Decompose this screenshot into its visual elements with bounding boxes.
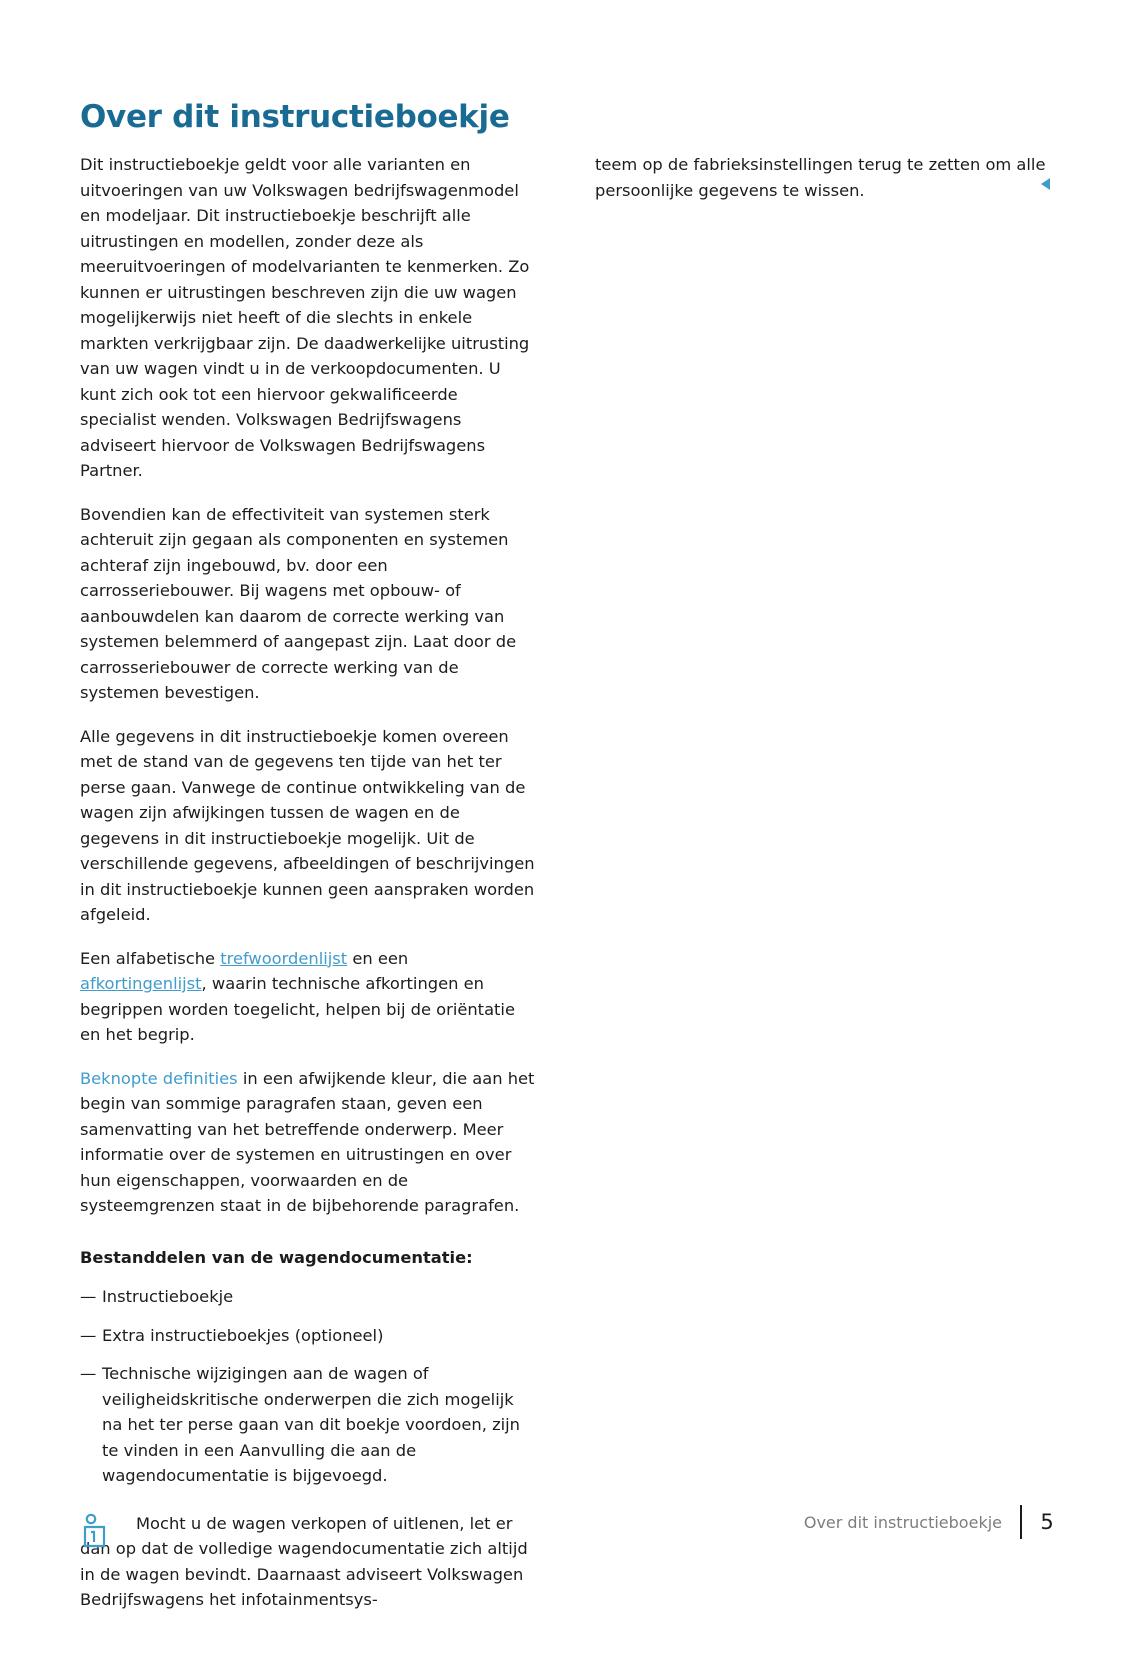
page-title: Over dit instructieboekje [80, 98, 510, 135]
paragraph-2: Bovendien kan de effectiviteit van systemen sterk achteruit zijn gegaan als componenten en systemen achteraf zijn ingebouwd, bv. door een carrosseriebouwer. Bij wagens met opbouw- of aanbouwdelen kan daarom de correcte werking van systemen belemmerd of aangepast zijn. Laat door de carrosseriebouwer de correcte werking van de systemen bevestigen. [80, 504, 517, 702]
subheading-wagendocumentatie: Bestanddelen van de wagendocumentatie: [80, 1247, 473, 1267]
list-item-label: Technische wijzigingen aan de wagen of veiligheidskritische onderwerpen die zich mogelijk na het ter perse gaan van dit boekje voordoen, zijn te vinden in een Aanvulling die aan de wagendocumentatie is bijgevoegd. [102, 1364, 520, 1485]
paragraph-3: Alle gegevens in dit instructieboekje komen overeen met de stand van de gegevens ten tijde van het ter perse gaan. Vanwege de continue ontwikkeling van de wagen zijn afwijkingen tussen de wagen en de gegevens in dit instructieboekje mogelijk. Uit de verschillende gegevens, afbeeldingen of beschrijvingen in dit instructieboekje kunnen geen aanspraken worden afgeleid. [80, 726, 535, 924]
documentation-list [80, 1284, 535, 1489]
footer-chapter-label: Over dit instructieboekje [803, 1512, 1002, 1532]
footer-page-number: 5 [1040, 1510, 1054, 1534]
info-icon [82, 1513, 108, 1553]
note-text: Mocht u de wagen verkopen of uitlenen, let er dan op dat de volledige wagendocumentatie zich altijd in de wagen bevindt. Daarnaast adviseert Volkswagen Bedrijfswagens het infotainmentsys- [80, 1513, 528, 1609]
footer-divider [1020, 1505, 1022, 1539]
list-item [80, 1284, 535, 1310]
definition-highlight: Beknopte definities [80, 1068, 238, 1088]
list-item-label: Instructieboekje [102, 1287, 234, 1306]
note-block [80, 1511, 535, 1613]
paragraph-1: Dit instructieboekje geldt voor alle varianten en uitvoeringen van uw Volkswagen bedrijfswagenmodel en modeljaar. Dit instructieboekje beschrijft alle uitrustingen en modellen, zonder deze als meeruitvoeringen of modelvarianten te kenmerken. Zo kunnen er uitrustingen beschreven zijn die uw wagen mogelijkerwijs niet heeft of die slechts in enkele markten verkrijgbaar zijn. De daadwerkelijke uitrusting van uw wagen vindt u in de verkoopdocumenten. U kunt zich ook tot een hiervoor gekwalificeerde specialist wenden. Volkswagen Bedrijfswagens adviseert hiervoor de Volkswagen Bedrijfswagens Partner. [80, 155, 530, 480]
definition-rest-text: in een afwijkende kleur, die aan het begin van sommige paragrafen staan, geven een samenvatting van het betreffende onderwerp. Meer informatie over de systemen en uitrustingen en over hun eigenschappen, voorwaarden en de systeemgrenzen staat in de bijbehorende paragrafen. [80, 1068, 535, 1215]
paragraph-index-links [80, 946, 535, 1048]
list-item [80, 1361, 535, 1489]
page-footer [804, 1505, 1054, 1539]
dash-bullet: — [80, 1325, 97, 1345]
list-item [80, 1323, 535, 1349]
index-rest-text: , waarin technische afkortingen en begrippen worden toegelicht, helpen bij de oriëntatie en het begrip. [80, 974, 515, 1044]
continuation-paragraph: teem op de fabrieksinstellingen terug te zetten om alle persoonlijke gegevens te wissen. [595, 155, 1046, 200]
index-intro-text: Een alfabetische [80, 948, 221, 968]
link-afkortingenlijst[interactable]: afkortingenlijst [80, 974, 202, 993]
paragraph-definitions [80, 1066, 535, 1219]
triangle-marker-icon [1041, 178, 1050, 190]
link-trefwoordenlijst[interactable]: trefwoordenlijst [220, 948, 348, 968]
dash-bullet: — [80, 1287, 97, 1306]
index-mid-text: en een [347, 948, 409, 968]
dash-bullet: — [80, 1364, 97, 1383]
right-column [595, 152, 1050, 1613]
two-column-body [80, 152, 1055, 1613]
left-column [80, 152, 535, 1613]
list-item-label: Extra instructieboekjes (optioneel) [102, 1325, 384, 1345]
